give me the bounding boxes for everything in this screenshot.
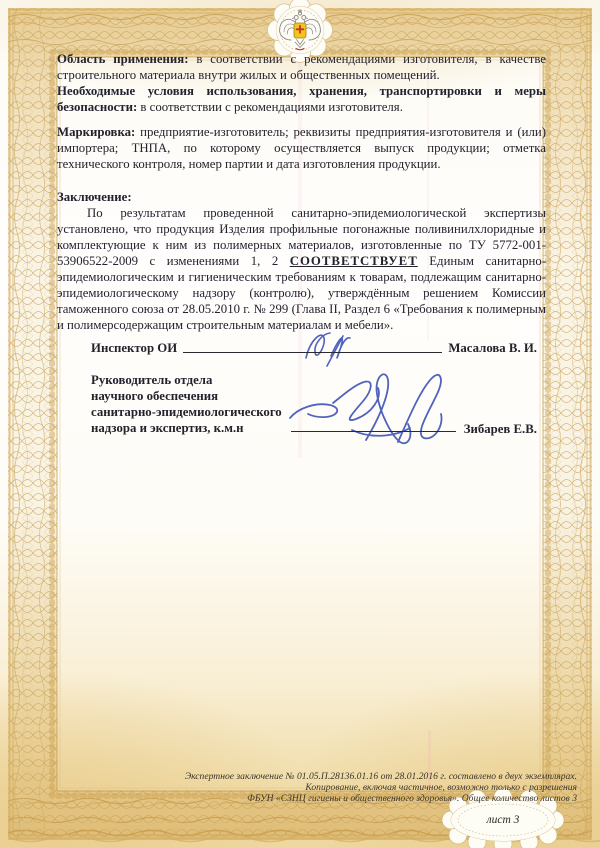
conclusion-verdict: СООТВЕТСТВУЕТ xyxy=(289,254,418,268)
document-body xyxy=(57,51,546,333)
scope-paragraph xyxy=(57,51,546,83)
conclusion-paragraph xyxy=(57,205,546,333)
footer-line: Копирование, включая частичное, возможно только с разрешения xyxy=(305,781,577,793)
inspector-role: Инспектор ОИ xyxy=(91,341,178,355)
marking-label: Маркировка: xyxy=(57,125,136,139)
footer-line: ФБУН «СЗНЦ гигиены и общественного здоровья». Общее количество листов 3 xyxy=(247,792,577,804)
sheet-number: лист 3 xyxy=(486,814,520,826)
head-role-line: научного обеспечения xyxy=(91,389,219,403)
signature-line xyxy=(291,419,456,432)
head-role-line: надзора и экспертиз, к.м.н xyxy=(91,421,244,435)
marking-text: предприятие-изготовитель; реквизиты предприятия-изготовителя и (или) импортера; ТНПА, по которому осуществляется выпуск продукции; отметка технического контроля, номер партии и дата изготовления продукции. xyxy=(57,125,546,171)
inspector-name: Масалова В. И. xyxy=(448,341,537,355)
head-role xyxy=(91,373,291,437)
signature-row-inspector xyxy=(91,340,537,356)
signature-block xyxy=(91,340,537,437)
marking-paragraph xyxy=(57,124,546,172)
footer-line: Экспертное заключение № 01.05.П.28136.01.16 от 28.01.2016 г. составлено в двух экземплярах. xyxy=(184,771,577,782)
scope-label: Область применения: xyxy=(57,52,189,66)
conclusion-text-after: Единым санитарно-эпидемиологическим и гигиеническим требованиям к товарам, подлежащим санитарно-эпидемиологическому надзору (контролю), утверждённым решением Комиссии таможенного союза от 28.05.2010 г. № 299 (Глава II, Раздел 6 «Требования к полимерным и полимерсодержащим строительным материалам и мебели». xyxy=(57,254,546,332)
conclusion-text-before: По результатам проведенной санитарно-эпидемиологической экспертизы установлено, что продукция Изделия профильные погонажные поливинилхлоридные и комплектующие к ним из полимерных материалов, изготовленные по ТУ 5772-001-53906522-2009 с изменениями 1, 2 xyxy=(57,206,546,268)
signature-line xyxy=(183,340,442,353)
conditions-label: Необходимые условия использования, хранения, транспортировки и меры безопасности: xyxy=(57,84,546,114)
head-role-line: санитарно-эпидемиологического xyxy=(91,405,282,419)
conditions-paragraph xyxy=(57,83,546,115)
conditions-text: в соответствии с рекомендациями изготовителя. xyxy=(137,100,403,114)
conclusion-heading: Заключение: xyxy=(57,190,132,204)
signature-row-head xyxy=(91,373,537,437)
head-role-line: Руководитель отдела xyxy=(91,373,213,387)
footer-note xyxy=(107,772,577,804)
scope-text: в соответствии с рекомендациями изготовителя, в качестве строительного материала внутри жилых и общественных помещений. xyxy=(57,52,546,82)
head-name: Зибарев Е.В. xyxy=(463,422,537,436)
